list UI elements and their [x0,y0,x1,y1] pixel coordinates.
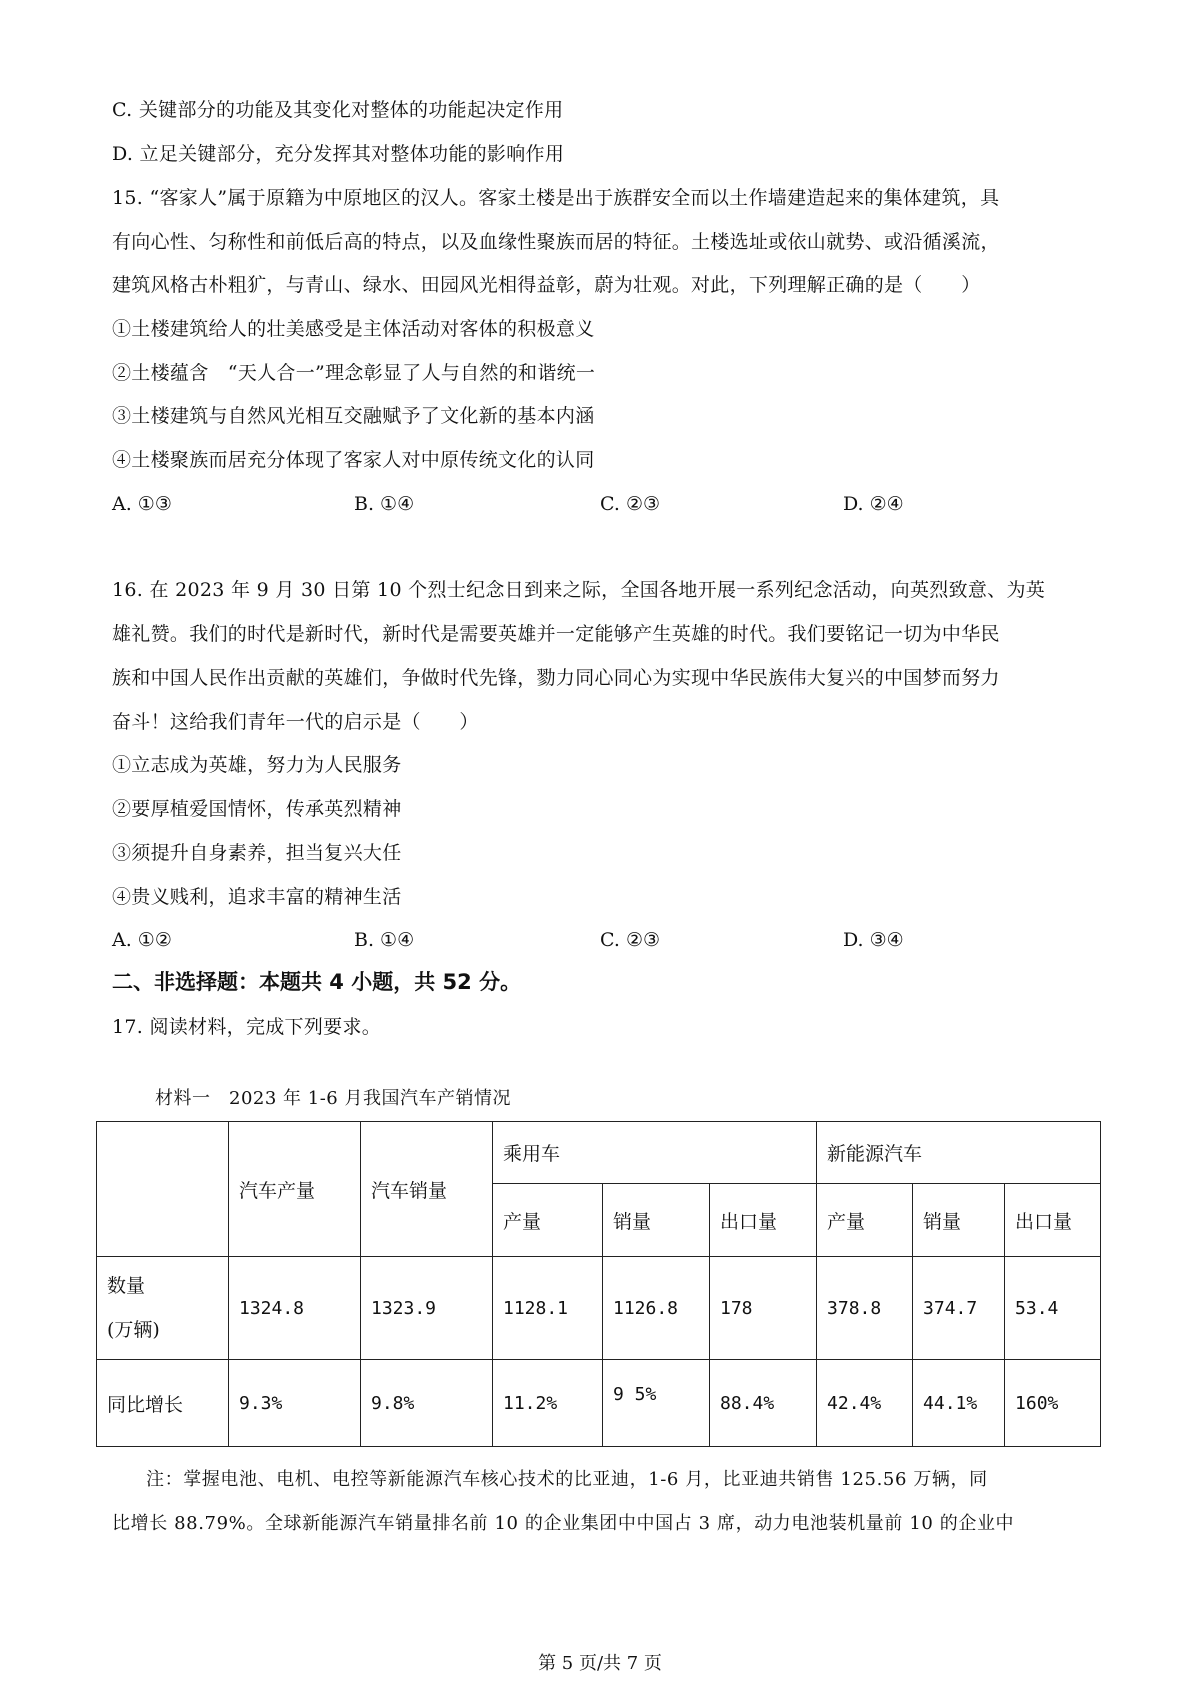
row-label-quantity-a: 数量 [107,1275,146,1297]
option-c-line: C. 关键部分的功能及其变化对整体的功能起决定作用 [112,99,564,121]
q15-statement-1: ①土楼建筑给人的壮美感受是主体活动对客体的积极意义 [112,318,595,340]
q15-option-a[interactable]: A. ①③ [112,493,172,515]
header-passenger-output: 产量 [493,1184,603,1257]
row-label-growth: 同比增长 [97,1360,229,1447]
section-heading: 二、非选择题：本题共 4 小题，共 52 分。 [112,970,522,994]
table-cell: 9.3% [229,1360,361,1447]
header-passenger-sales: 销量 [603,1184,710,1257]
q16-stem-line4: 奋斗！这给我们青年一代的启示是（ ） [112,711,479,733]
q15-option-c[interactable]: C. ②③ [600,493,661,515]
table-cell: 160% [1005,1360,1101,1447]
table-cell: 1324.8 [229,1257,361,1360]
q15-stem-line1: 15. “客家人”属于原籍为中原地区的汉人。客家土楼是出于族群安全而以土作墙建造起来的集体建筑，具 [112,187,1000,209]
header-car-output: 汽车产量 [229,1122,361,1257]
q15-stem-line3: 建筑风格古朴粗犷，与青山、绿水、田园风光相得益彰，蔚为壮观。对此，下列理解正确的是（ ） [112,274,981,296]
table-cell: 42.4% [817,1360,913,1447]
table-cell: 88.4% [710,1360,817,1447]
q16-stem-line2: 雄礼赞。我们的时代是新时代，新时代是需要英雄并一定能够产生英雄的时代。我们要铭记一切为中华民 [112,623,1000,645]
note-line2: 比增长 88.79%。全球新能源汽车销量排名前 10 的企业集团中中国占 3 席，动力电池装机量前 10 的企业中 [112,1513,1015,1534]
option-d-line: D. 立足关键部分，充分发挥其对整体功能的影响作用 [112,143,565,165]
q15-statement-2: ②土楼蕴含 “天人合一”理念彰显了人与自然的和谐统一 [112,362,596,384]
row-label-quantity-b: (万辆) [107,1319,160,1341]
q16-statement-4: ④贵义贱利，追求丰富的精神生活 [112,886,402,908]
table-cell: 44.1% [913,1360,1005,1447]
q17-stem: 17. 阅读材料，完成下列要求。 [112,1016,382,1038]
table-cell: 9 5% [603,1360,710,1447]
header-nev-sales: 销量 [913,1184,1005,1257]
q16-statement-3: ③须提升自身素养，担当复兴大任 [112,842,402,864]
q15-stem-line2: 有向心性、匀称性和前低后高的特点，以及血缘性聚族而居的特征。土楼选址或依山就势、或沿循溪流， [112,231,1000,253]
table-cell: 53.4 [1005,1257,1101,1360]
q15-statement-3: ③土楼建筑与自然风光相互交融赋予了文化新的基本内涵 [112,405,595,427]
table-cell: 1323.9 [361,1257,493,1360]
q16-stem-line1: 16. 在 2023 年 9 月 30 日第 10 个烈士纪念日到来之际，全国各地开展一系列纪念活动，向英烈致意、为英 [112,579,1046,601]
q16-statement-1: ①立志成为英雄，努力为人民服务 [112,754,402,776]
header-car-sales: 汽车销量 [361,1122,493,1257]
note-line1: 注：掌握电池、电机、电控等新能源汽车核心技术的比亚迪，1-6 月，比亚迪共销售 125.56 万辆，同 [146,1469,988,1490]
header-passenger: 乘用车 [493,1122,817,1184]
header-empty-cell [97,1122,229,1257]
q15-statement-4: ④土楼聚族而居充分体现了客家人对中原传统文化的认同 [112,449,595,471]
q16-option-a[interactable]: A. ①② [112,929,172,951]
q16-stem-line3: 族和中国人民作出贡献的英雄们，争做时代先锋，勠力同心同心为实现中华民族伟大复兴的中国梦而努力 [112,667,1000,689]
page-footer: 第 5 页/共 7 页 [538,1653,662,1674]
table-cell: 178 [710,1257,817,1360]
table-cell: 11.2% [493,1360,603,1447]
header-passenger-export: 出口量 [710,1184,817,1257]
header-nev: 新能源汽车 [817,1122,1101,1184]
table-cell: 378.8 [817,1257,913,1360]
header-nev-export: 出口量 [1005,1184,1101,1257]
table-cell: 374.7 [913,1257,1005,1360]
q16-option-d[interactable]: D. ③④ [843,929,904,951]
table-cell: 1126.8 [603,1257,710,1360]
row-label-quantity [97,1257,229,1360]
q15-option-b[interactable]: B. ①④ [354,493,415,515]
table-caption: 材料一 2023 年 1-6 月我国汽车产销情况 [155,1088,511,1109]
header-nev-output: 产量 [817,1184,913,1257]
q16-option-c[interactable]: C. ②③ [600,929,661,951]
table-cell: 1128.1 [493,1257,603,1360]
q16-option-b[interactable]: B. ①④ [354,929,415,951]
table-cell: 9.8% [361,1360,493,1447]
q15-option-d[interactable]: D. ②④ [843,493,904,515]
car-production-table [96,1121,1101,1447]
q16-statement-2: ②要厚植爱国情怀，传承英烈精神 [112,798,402,820]
